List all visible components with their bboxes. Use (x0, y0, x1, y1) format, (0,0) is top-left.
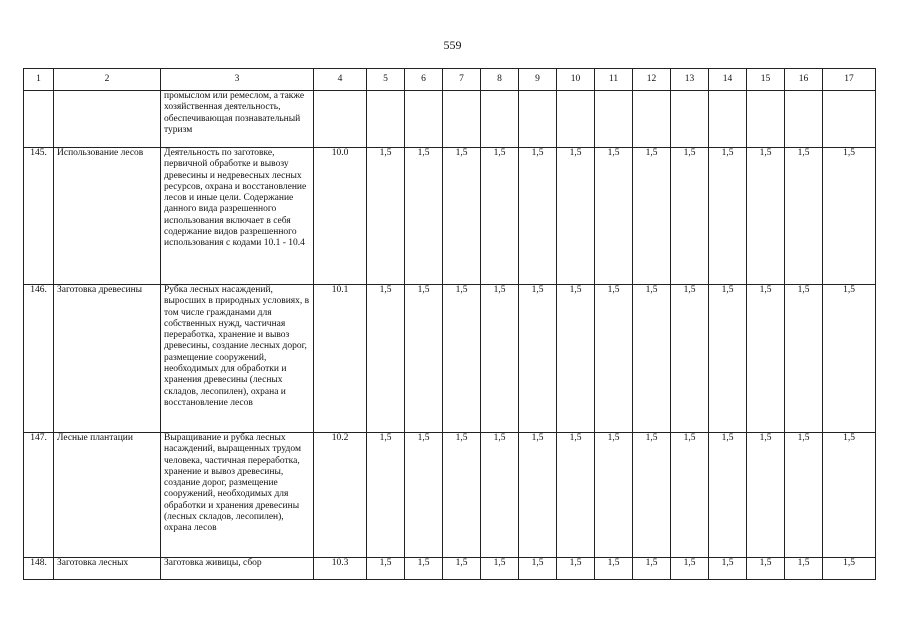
value-cell: 1,5 (481, 148, 519, 285)
value-cell: 1,5 (443, 558, 481, 580)
value-cell: 1,5 (557, 285, 595, 433)
use-description: Заготовка живицы, сбор (161, 558, 314, 580)
value-cell: 1,5 (785, 558, 823, 580)
value-cell (823, 91, 876, 148)
header-cell: 4 (314, 69, 367, 91)
use-description: Рубка лесных насаждений, выросших в природных условиях, в том числе гражданами для собственных нужд, частичная переработка, хранение и вывоз древесины, создание лесных дорог, размещение сооружений, необходимых для обработки и хранения древесины (лесных складов, лесопилен), охрана и восстановление лесов (161, 285, 314, 433)
value-cell: 1,5 (709, 285, 747, 433)
header-cell: 16 (785, 69, 823, 91)
value-cell: 1,5 (367, 433, 405, 558)
value-cell: 1,5 (785, 433, 823, 558)
value-cell: 1,5 (519, 148, 557, 285)
value-cell: 1,5 (747, 285, 785, 433)
table-row (24, 433, 876, 558)
value-cell: 1,5 (481, 558, 519, 580)
value-cell: 1,5 (595, 558, 633, 580)
value-cell: 1,5 (633, 285, 671, 433)
value-cell: 1,5 (519, 558, 557, 580)
value-cell: 1,5 (405, 558, 443, 580)
row-number: 145. (24, 148, 54, 285)
value-cell: 1,5 (443, 285, 481, 433)
value-cell (519, 91, 557, 148)
value-cell: 1,5 (709, 558, 747, 580)
value-cell (557, 91, 595, 148)
value-cell: 1,5 (785, 148, 823, 285)
value-cell: 1,5 (405, 148, 443, 285)
value-cell: 1,5 (747, 558, 785, 580)
table-row (24, 148, 876, 285)
table-row (24, 558, 876, 580)
value-cell: 1,5 (405, 285, 443, 433)
value-cell (405, 91, 443, 148)
value-cell: 1,5 (633, 558, 671, 580)
value-cell: 1,5 (405, 433, 443, 558)
value-cell: 1,5 (481, 285, 519, 433)
header-cell: 7 (443, 69, 481, 91)
header-cell: 8 (481, 69, 519, 91)
header-cell: 5 (367, 69, 405, 91)
header-cell: 13 (671, 69, 709, 91)
value-cell: 1,5 (557, 558, 595, 580)
value-cell: 1,5 (823, 285, 876, 433)
header-cell: 17 (823, 69, 876, 91)
value-cell (595, 91, 633, 148)
row-number: 146. (24, 285, 54, 433)
table-header-row (24, 69, 876, 91)
value-cell: 1,5 (747, 433, 785, 558)
value-cell: 1,5 (443, 148, 481, 285)
value-cell: 1,5 (595, 285, 633, 433)
table-row (24, 285, 876, 433)
use-name: Лесные плантации (54, 433, 161, 558)
value-cell: 1,5 (557, 148, 595, 285)
use-description: Деятельность по заготовке, первичной обработке и вывозу древесины и недревесных лесных ресурсов, охрана и восстановление лесов и иные цели. Содержание данного вида разрешенного использования включает в себя содержание видов разрешенного использования с кодами 10.1 - 10.4 (161, 148, 314, 285)
use-name: Использование лесов (54, 148, 161, 285)
use-code: 10.3 (314, 558, 367, 580)
value-cell: 1,5 (785, 285, 823, 433)
value-cell: 1,5 (823, 148, 876, 285)
header-cell: 14 (709, 69, 747, 91)
row-number (24, 91, 54, 148)
value-cell: 1,5 (671, 433, 709, 558)
use-name (54, 91, 161, 148)
use-code: 10.2 (314, 433, 367, 558)
header-cell: 15 (747, 69, 785, 91)
header-cell: 12 (633, 69, 671, 91)
use-code (314, 91, 367, 148)
row-number: 147. (24, 433, 54, 558)
value-cell: 1,5 (633, 148, 671, 285)
header-cell: 2 (54, 69, 161, 91)
land-use-table (23, 68, 876, 580)
value-cell (785, 91, 823, 148)
value-cell (709, 91, 747, 148)
value-cell (367, 91, 405, 148)
value-cell (443, 91, 481, 148)
header-cell: 10 (557, 69, 595, 91)
value-cell: 1,5 (519, 285, 557, 433)
value-cell: 1,5 (519, 433, 557, 558)
value-cell: 1,5 (671, 148, 709, 285)
use-description: Выращивание и рубка лесных насаждений, выращенных трудом человека, частичная переработка, хранение и вывоз древесины, создание дорог, размещение сооружений, необходимых для обработки и хранения древесины (лесных складов, лесопилен), охрана лесов (161, 433, 314, 558)
value-cell: 1,5 (633, 433, 671, 558)
use-description: промыслом или ремеслом, а также хозяйственная деятельность, обеспечивающая познавательный туризм (161, 91, 314, 148)
page-number: 559 (443, 38, 462, 52)
row-number: 148. (24, 558, 54, 580)
value-cell: 1,5 (595, 433, 633, 558)
use-code: 10.0 (314, 148, 367, 285)
use-name: Заготовка древесины (54, 285, 161, 433)
header-cell: 6 (405, 69, 443, 91)
value-cell (481, 91, 519, 148)
table-row (24, 91, 876, 148)
use-name: Заготовка лесных (54, 558, 161, 580)
value-cell: 1,5 (443, 433, 481, 558)
value-cell: 1,5 (367, 558, 405, 580)
value-cell (671, 91, 709, 148)
value-cell: 1,5 (823, 558, 876, 580)
header-cell: 11 (595, 69, 633, 91)
use-code: 10.1 (314, 285, 367, 433)
value-cell: 1,5 (557, 433, 595, 558)
header-cell: 3 (161, 69, 314, 91)
value-cell: 1,5 (709, 433, 747, 558)
header-cell: 9 (519, 69, 557, 91)
value-cell: 1,5 (747, 148, 785, 285)
value-cell: 1,5 (595, 148, 633, 285)
value-cell: 1,5 (481, 433, 519, 558)
value-cell: 1,5 (671, 285, 709, 433)
value-cell: 1,5 (709, 148, 747, 285)
header-cell: 1 (24, 69, 54, 91)
value-cell: 1,5 (367, 285, 405, 433)
value-cell (747, 91, 785, 148)
value-cell: 1,5 (823, 433, 876, 558)
value-cell: 1,5 (367, 148, 405, 285)
value-cell (633, 91, 671, 148)
value-cell: 1,5 (671, 558, 709, 580)
